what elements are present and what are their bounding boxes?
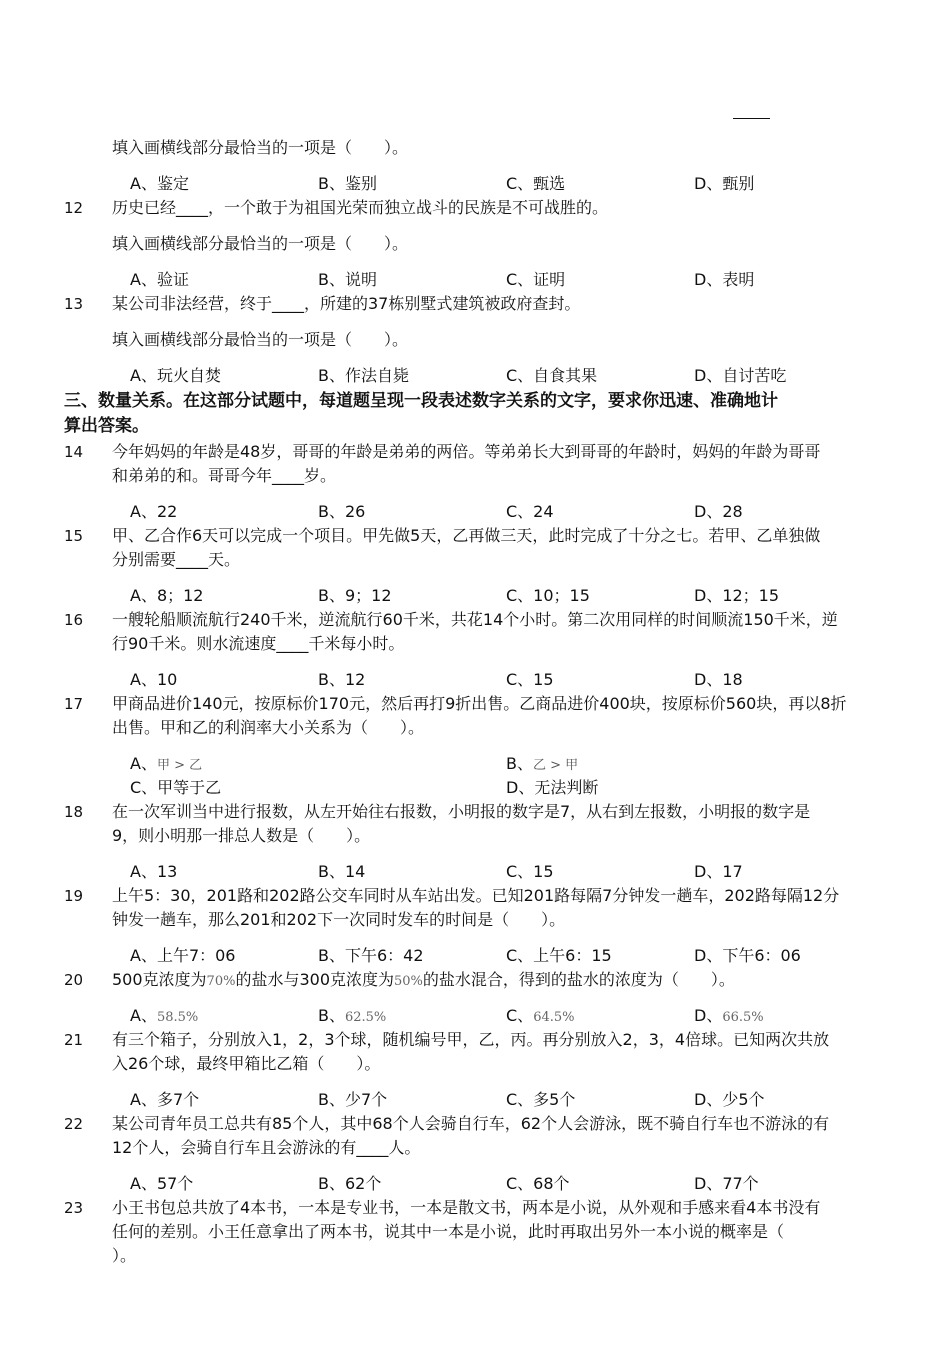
q19-option-c[interactable]: C、上午6：15 [506, 946, 612, 965]
q14-option-c[interactable]: C、24 [506, 502, 554, 521]
comparison-symbol: 乙 > 甲 [532, 758, 579, 773]
q15-option-a[interactable]: A、8；12 [130, 586, 204, 605]
q22-option-a[interactable]: A、57个 [130, 1174, 194, 1193]
q22-option-c[interactable]: C、68个 [506, 1174, 570, 1193]
option-label: B、 [506, 754, 533, 773]
q11-option-c[interactable]: C、甄选 [506, 174, 566, 193]
q20-option-d[interactable] [694, 1004, 764, 1030]
option-label: A、 [130, 1006, 157, 1025]
q16-line1: 一艘轮船顺流航行240千米，逆流航行60千米，共花14个小时。第二次用同样的时间顺流150千米，逆 [112, 610, 838, 629]
q14-line1: 今年妈妈的年龄是48岁，哥哥的年龄是弟弟的两倍。等弟弟长大到哥哥的年龄时，妈妈的年龄为哥哥 [112, 442, 821, 461]
q23-line1: 小王书包总共放了4本书，一本是专业书，一本是散文书，两本是小说，从外观和手感来看4本书没有 [112, 1198, 821, 1217]
q17-option-c[interactable]: C、甲等于乙 [130, 778, 222, 797]
q21-line1: 有三个箱子，分别放入1，2，3个球，随机编号甲，乙，丙。再分别放入2，3，4倍球。已知两次共放 [112, 1030, 830, 1049]
q13-option-c[interactable]: C、自食其果 [506, 366, 598, 385]
q12-option-d[interactable]: D、表明 [694, 270, 755, 289]
q15-option-b[interactable]: B、9；12 [318, 586, 392, 605]
q21-option-c[interactable]: C、多5个 [506, 1090, 576, 1109]
q21-option-a[interactable]: A、多7个 [130, 1090, 200, 1109]
q16-option-b[interactable]: B、12 [318, 670, 366, 689]
q14-option-d[interactable]: D、28 [694, 502, 743, 521]
q16-option-c[interactable]: C、15 [506, 670, 554, 689]
q19-option-a[interactable]: A、上午7：06 [130, 946, 236, 965]
q18-line1: 在一次军训当中进行报数，从左开始往右报数，小明报的数字是7，从右到左报数，小明报的数字是 [112, 802, 811, 821]
q21-line2: 入26个球，最终甲箱比乙箱（ ）。 [112, 1054, 381, 1073]
q23-number: 23 [64, 1199, 84, 1217]
q14-line2: 和弟弟的和。哥哥今年____岁。 [112, 466, 337, 485]
q15-number: 15 [64, 527, 84, 545]
q19-line1: 上午5：30，201路和202路公交车同时从车站出发。已知201路每隔7分钟发一趟车，202路每隔12分 [112, 886, 840, 905]
q12-option-b[interactable]: B、说明 [318, 270, 377, 289]
option-value: 58.5% [156, 1010, 199, 1025]
q20-text-part2: 的盐水与300克浓度为 [235, 970, 394, 989]
q18-number: 18 [64, 803, 84, 821]
q23-line2: 任何的差别。小王任意拿出了两本书，说其中一本是小说，此时再取出另外一本小说的概率是（ [112, 1222, 785, 1241]
q11-option-b[interactable]: B、鉴别 [318, 174, 377, 193]
option-value: 66.5% [722, 1010, 764, 1025]
q20-option-b[interactable] [318, 1004, 386, 1030]
q19-option-d[interactable]: D、下午6：06 [694, 946, 801, 965]
q13-text: 某公司非法经营，终于____，所建的37栋别墅式建筑被政府查封。 [112, 294, 581, 313]
q21-number: 21 [64, 1031, 84, 1049]
option-value: 64.5% [533, 1010, 575, 1025]
q11-option-a[interactable]: A、鉴定 [130, 174, 189, 193]
q14-option-a[interactable]: A、22 [130, 502, 178, 521]
q17-option-a[interactable] [130, 752, 202, 778]
q21-option-d[interactable]: D、少5个 [694, 1090, 765, 1109]
q12-text: 历史已经____，一个敢于为祖国光荣而独立战斗的民族是不可战胜的。 [112, 198, 609, 217]
q22-option-b[interactable]: B、62个 [318, 1174, 382, 1193]
q18-option-d[interactable]: D、17 [694, 862, 743, 881]
q22-option-d[interactable]: D、77个 [694, 1174, 759, 1193]
q19-number: 19 [64, 887, 84, 905]
q13-option-a[interactable]: A、玩火自焚 [130, 366, 221, 385]
q15-option-d[interactable]: D、12；15 [694, 586, 780, 605]
option-label: B、 [318, 1006, 345, 1025]
section-heading-line2: 算出答案。 [64, 416, 149, 436]
q13-option-b[interactable]: B、作法自毙 [318, 366, 409, 385]
q22-line2: 12个人，会骑自行车且会游泳的有____人。 [112, 1138, 421, 1157]
comparison-symbol: 甲 > 乙 [156, 758, 203, 773]
q17-line2: 出售。甲和乙的利润率大小关系为（ ）。 [112, 718, 425, 737]
q20-percent-2: 50% [394, 974, 423, 989]
q15-line2: 分别需要____天。 [112, 550, 241, 569]
q17-number: 17 [64, 695, 84, 713]
option-label: C、 [506, 1006, 534, 1025]
answer-blank-line [733, 118, 770, 119]
q16-number: 16 [64, 611, 84, 629]
option-label: D、 [694, 1006, 723, 1025]
q13-option-d[interactable]: D、自讨苦吃 [694, 366, 787, 385]
q15-option-c[interactable]: C、10；15 [506, 586, 590, 605]
q18-option-a[interactable]: A、13 [130, 862, 178, 881]
q14-option-b[interactable]: B、26 [318, 502, 366, 521]
q20-number: 20 [64, 971, 84, 989]
q17-option-d[interactable]: D、无法判断 [506, 778, 599, 797]
q12-option-a[interactable]: A、验证 [130, 270, 189, 289]
q20-text-part3: 的盐水混合，得到的盐水的浓度为（ ）。 [422, 970, 735, 989]
q16-line2: 行90千米。则水流速度____千米每小时。 [112, 634, 405, 653]
q18-option-b[interactable]: B、14 [318, 862, 366, 881]
q20-option-a[interactable] [130, 1004, 198, 1030]
q20-percent-1: 70% [206, 974, 236, 989]
q16-option-d[interactable]: D、18 [694, 670, 743, 689]
q13-number: 13 [64, 295, 84, 313]
q11-option-d[interactable]: D、甄别 [694, 174, 755, 193]
q18-line2: 9，则小明那一排总人数是（ ）。 [112, 826, 371, 845]
section-heading-line1: 三、数量关系。在这部分试题中，每道题呈现一段表述数字关系的文字，要求你迅速、准确地计 [64, 391, 778, 411]
q23-line3: ）。 [112, 1246, 137, 1265]
q22-line1: 某公司青年员工总共有85个人，其中68个人会骑自行车，62个人会游泳，既不骑自行车也不游泳的有 [112, 1114, 830, 1133]
q11-instruction: 填入画横线部分最恰当的一项是（ ）。 [112, 138, 409, 157]
q12-option-c[interactable]: C、证明 [506, 270, 566, 289]
q17-option-b[interactable] [506, 752, 578, 778]
q19-line2: 钟发一趟车，那么201和202下一次同时发车的时间是（ ）。 [112, 910, 566, 929]
q20-text-part1: 500克浓度为 [112, 970, 207, 989]
q17-line1: 甲商品进价140元，按原标价170元，然后再打9折出售。乙商品进价400块，按原标价560块，再以8折 [112, 694, 847, 713]
q18-option-c[interactable]: C、15 [506, 862, 554, 881]
q12-number: 12 [64, 199, 84, 217]
q21-option-b[interactable]: B、少7个 [318, 1090, 388, 1109]
q13-instruction: 填入画横线部分最恰当的一项是（ ）。 [112, 330, 409, 349]
q16-option-a[interactable]: A、10 [130, 670, 178, 689]
q15-line1: 甲、乙合作6天可以完成一个项目。甲先做5天，乙再做三天，此时完成了十分之七。若甲、乙单独做 [112, 526, 821, 545]
q20-text [112, 968, 735, 994]
q22-number: 22 [64, 1115, 84, 1133]
q14-number: 14 [64, 443, 84, 461]
q12-instruction: 填入画横线部分最恰当的一项是（ ）。 [112, 234, 409, 253]
option-value: 62.5% [344, 1010, 387, 1025]
q19-option-b[interactable]: B、下午6：42 [318, 946, 424, 965]
option-label: A、 [130, 754, 157, 773]
q20-option-c[interactable] [506, 1004, 575, 1030]
